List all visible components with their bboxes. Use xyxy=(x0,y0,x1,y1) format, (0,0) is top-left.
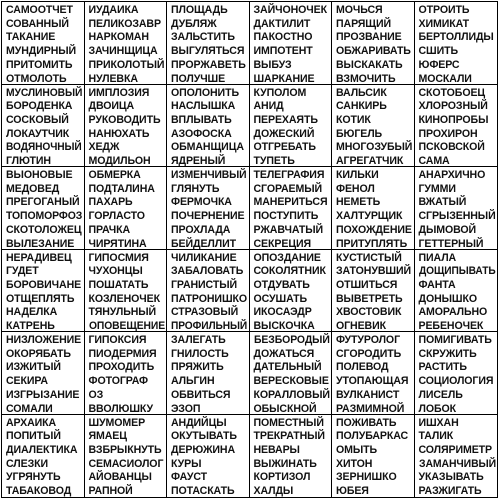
word: ИМПОТЕНТ xyxy=(253,45,313,58)
word: ВЫСКАКАТЬ xyxy=(336,58,403,71)
word: ТАЛИК xyxy=(418,430,454,443)
word: КИЛЬКИ xyxy=(336,169,379,181)
word: ПСКОВСКОЙ xyxy=(418,141,485,154)
word: СЕМАСИОЛОГ xyxy=(88,457,164,470)
word: ЮФЕРС xyxy=(418,58,460,71)
word: СЕКИРА xyxy=(6,375,48,388)
word: ШАРКАНИЕ xyxy=(253,72,315,85)
word: ГУДЕТ xyxy=(6,265,39,278)
word: ФАНТА xyxy=(418,278,456,291)
word: ПЕЛИКОЗАВР xyxy=(88,17,161,30)
word: АЛЬГИН xyxy=(171,375,215,388)
word: ТЕЛЕГРАФИЯ xyxy=(253,169,325,181)
word: ДОНЫШКО xyxy=(418,292,477,305)
word: ИЗГРЫЗАНИЕ xyxy=(6,388,80,401)
word: ПОПИТЫЙ xyxy=(6,430,61,443)
word: ВЫОНОВЫЕ xyxy=(6,169,73,181)
word: ОМЫТЬ xyxy=(336,443,378,456)
grid-cell xyxy=(2,415,85,498)
word: ВУЛКАНИСТ xyxy=(336,388,400,401)
word: ЗЕРНИШКО xyxy=(336,471,397,484)
word: АЙОВАНЦЫ xyxy=(88,471,152,484)
word: ДАТЕЛЬНЫЙ xyxy=(253,361,322,374)
word: НЕРАДИВЕЦ xyxy=(6,251,72,264)
word: ОТРОИТЬ xyxy=(418,4,470,16)
word: ОБВИТЬСЯ xyxy=(171,388,231,401)
word: СКОТОБОЕЦ xyxy=(418,86,486,99)
word: ГУММИ xyxy=(418,182,456,195)
word: МОЧЬСЯ xyxy=(336,4,383,16)
word: ПОМЕСТНЫЙ xyxy=(253,416,324,429)
word: БЕЗБОРОДЫЙ xyxy=(253,334,330,346)
word: ВЫЛЕЗАНИЕ xyxy=(6,237,75,250)
word: ШУМОМЕР xyxy=(88,416,146,429)
word: КАТРЕНЬ xyxy=(6,320,55,332)
word: ОТМОЛОТЬ xyxy=(6,72,67,85)
word: СОКОЛЯТНИК xyxy=(253,265,326,278)
word: ПРОХОДИТЬ xyxy=(88,361,155,374)
word: ОЗ xyxy=(88,388,104,401)
word: ПОТАСКАТЬ xyxy=(171,485,235,497)
grid-cell xyxy=(332,85,415,168)
word: ПРОФИЛЬНЫЙ xyxy=(171,320,248,332)
grid-cell xyxy=(85,167,168,250)
word: МНОГОЗУБЫЙ xyxy=(336,141,413,154)
grid-cell xyxy=(332,167,415,250)
grid-cell xyxy=(85,332,168,415)
word: ПОДТАЛИНА xyxy=(88,182,155,195)
word: ВЫБУЗ xyxy=(253,58,292,71)
word: ПРОХЛАДА xyxy=(171,223,231,236)
grid-cell xyxy=(167,332,250,415)
word: ЮБЕЯ xyxy=(336,485,369,497)
word: ОТГРЕБАТЬ xyxy=(253,141,316,154)
word: ОБМАНЩИЦА xyxy=(171,141,244,154)
word: ГОРЛАСТО xyxy=(88,210,145,223)
word: ФАУСТ xyxy=(171,471,207,484)
word: ТЯНУЛЬНЫЙ xyxy=(88,306,157,319)
word: ДОЖАТЬСЯ xyxy=(253,347,315,360)
word: УТОПАЮЩАЯ xyxy=(336,375,409,388)
word: ДЫМОВОЙ xyxy=(418,223,477,236)
word: ФЕНОЛ xyxy=(336,182,375,195)
word: РАСТИТЬ xyxy=(418,361,467,374)
word: ДУБЛЯЖ xyxy=(171,17,217,30)
grid-cell xyxy=(250,167,333,250)
grid-cell xyxy=(332,250,415,333)
grid-cell xyxy=(250,2,333,85)
word: ПРЕГОГАНЫЙ xyxy=(6,196,80,209)
word: МОДИЛЬОН xyxy=(88,155,151,167)
grid-cell xyxy=(167,415,250,498)
word: ПАКОСТНО xyxy=(253,31,313,44)
word: КОЗЛЕНОЧЕК xyxy=(88,292,160,305)
word: ВПЛЫВАТЬ xyxy=(171,113,232,126)
grid-cell xyxy=(250,85,333,168)
word: ИЗМЕНЧИВЫЙ xyxy=(171,169,247,181)
word: ЗАМАНЧИВЫЙ xyxy=(418,457,496,470)
grid-cell xyxy=(167,250,250,333)
word: ВОДЯНОЧНЫЙ xyxy=(6,141,82,154)
word: ВЫСКОЧКА xyxy=(253,320,315,332)
grid-cell xyxy=(332,415,415,498)
word: ОБЫСКНОЙ xyxy=(253,402,317,415)
word: АГРЕГАТЧИК xyxy=(336,155,404,167)
word: ДВОИЦА xyxy=(88,100,135,113)
grid-cell xyxy=(167,2,250,85)
word: ПРЯЖИТЬ xyxy=(171,361,224,374)
word: ЗАЛЕГАТЬ xyxy=(171,334,226,346)
word: ЧУХОНЦЫ xyxy=(88,265,143,278)
word: ОБМЕРКА xyxy=(88,169,141,181)
word: ЛОКАУТЧИК xyxy=(6,127,70,140)
grid-cell xyxy=(415,332,498,415)
word: ОПОЛОНИТЬ xyxy=(171,86,239,99)
word: СГОРАЕМЫЙ xyxy=(253,182,323,195)
word: ИШХАН xyxy=(418,416,459,429)
word: ПОСТУПИТЬ xyxy=(253,210,319,223)
word: БЮГЕЛЬ xyxy=(336,127,383,140)
word: АНИД xyxy=(253,100,284,113)
word: НИЗЛОЖЕНИЕ xyxy=(6,334,82,346)
word: ПОМИГИВАТЬ xyxy=(418,334,492,346)
word: ИКОСАЭДР xyxy=(253,306,312,319)
word: ОТШИТЬСЯ xyxy=(336,278,398,291)
word: СГРЫЗЕННЫЙ xyxy=(418,210,496,223)
grid-cell xyxy=(2,85,85,168)
word: НАРКОМАН xyxy=(88,31,149,44)
word: СОЦИОЛОГИЯ xyxy=(418,375,494,388)
word: ХЛОРОЗНЫЙ xyxy=(418,100,488,113)
word: ЗАЛЬСТИТЬ xyxy=(171,31,235,44)
word: ПАТРОНИШКО xyxy=(171,292,247,305)
word: ОПОВЕЩЕНИЕ xyxy=(88,320,165,332)
word: АНАРХИЧНО xyxy=(418,169,486,181)
word: БЕРТОЛЛИДЫ xyxy=(418,31,494,44)
word: ПРОЗВАНИЕ xyxy=(336,31,402,44)
word: НАНЮХАТЬ xyxy=(88,127,150,140)
word: САМА xyxy=(418,155,450,167)
word: ТУПЕТЬ xyxy=(253,155,295,167)
word: ВВОЛЮШКУ xyxy=(88,402,154,415)
word: БОРОВИЧАНЕ xyxy=(6,278,82,291)
word: ПРАЧКА xyxy=(88,223,131,236)
grid-cell xyxy=(415,415,498,498)
word: ПОХОЖДЕНИЕ xyxy=(336,223,412,236)
word: СЛЕЗКИ xyxy=(6,457,49,470)
word: ПОЛУБАРКАС xyxy=(336,430,409,443)
word: ВЖАТЫЙ xyxy=(418,196,467,209)
grid-cell xyxy=(85,415,168,498)
word: ХАЛТУРЩИК xyxy=(336,210,403,223)
word: ИМПЛОЗИЯ xyxy=(88,86,150,99)
word: ИУДАИКА xyxy=(88,4,139,16)
word: ВАЛЬСИК xyxy=(336,86,387,99)
word: СГОРОДИТЬ xyxy=(336,347,402,360)
grid-cell xyxy=(250,415,333,498)
word: ЭЗОП xyxy=(171,402,201,415)
word: СКОТОЛОЖЕЦ xyxy=(6,223,82,236)
grid-cell xyxy=(250,332,333,415)
word: ОГНЕВИК xyxy=(336,320,386,332)
word: РЖАВЧАТЫЙ xyxy=(253,223,324,236)
word: ГИПОСМИЯ xyxy=(88,251,149,264)
word: ТРЕКРАТНЫЙ xyxy=(253,430,325,443)
word: ХИМИКАТ xyxy=(418,17,469,30)
word: УГРЯНУТЬ xyxy=(6,471,61,484)
word: ВЫВЕТРЕТЬ xyxy=(336,292,403,305)
word: ХАЛДЫ xyxy=(253,485,294,497)
word: ОТЩЕПЛЯТЬ xyxy=(6,292,75,305)
word: ГИПОКСИЯ xyxy=(88,334,147,346)
word: НАДЕЛКА xyxy=(6,306,58,319)
word: ФУТУРОЛОГ xyxy=(336,334,400,346)
word: ГНИЛОСТЬ xyxy=(171,347,229,360)
grid-cell xyxy=(2,2,85,85)
grid-cell xyxy=(2,332,85,415)
word: ПАХАРЬ xyxy=(88,196,133,209)
word: ФЕРМОЧКА xyxy=(171,196,232,209)
word: ПРИТОМИТЬ xyxy=(6,58,73,71)
grid-cell xyxy=(250,250,333,333)
word: МУСЛИНОВЫЙ xyxy=(6,86,83,99)
word: ЛИСЕЛЬ xyxy=(418,388,463,401)
word: ЛОБОК xyxy=(418,402,456,415)
word: БЕЙДЕЛЛИТ xyxy=(171,237,236,250)
word: СШИТЬ xyxy=(418,45,458,58)
word: ТАКАНИЕ xyxy=(6,31,56,44)
word: ХЕДЖ xyxy=(88,141,120,154)
word: ЯДРЕНЫЙ xyxy=(171,155,226,167)
word: ГРАНИСТЫЙ xyxy=(171,278,237,291)
word: ПАРЯЩИЙ xyxy=(336,17,392,30)
grid-cell xyxy=(2,250,85,333)
word: КИНОПРОБЫ xyxy=(418,113,489,126)
word: ДОЩИПЫВАТЬ xyxy=(418,265,496,278)
word: ПРИКОЛОТЫЙ xyxy=(88,58,165,71)
word: СКРУЖИТЬ xyxy=(418,347,477,360)
grid-cell xyxy=(2,167,85,250)
word: НЕМЕТЬ xyxy=(336,196,381,209)
word-grid xyxy=(1,1,498,498)
word: ТАБАКОВОД xyxy=(6,485,72,497)
word: ГЛЯНУТЬ xyxy=(171,182,220,195)
word: ВЫЖИНАТЬ xyxy=(253,457,317,470)
word: ОСУШАТЬ xyxy=(253,292,307,305)
word: ОТДУВАТЬ xyxy=(253,278,310,291)
word: РУКОВОДИТЬ xyxy=(88,113,161,126)
word: САМООТЧЕТ xyxy=(6,4,73,16)
word: ЗАЙЧОНОЧЕК xyxy=(253,4,327,16)
word: ГЛЮТИН xyxy=(6,155,51,167)
word: ПРОРЖАВЕТЬ xyxy=(171,58,246,71)
word: ГЕТТЕРНЫЙ xyxy=(418,237,484,250)
word: АЗОФОСКА xyxy=(171,127,232,140)
word: САНКИРЬ xyxy=(336,100,387,113)
word: РЕБЕНОЧЕК xyxy=(418,320,484,332)
word: ВЫГУЛЯТЬСЯ xyxy=(171,45,245,58)
word: ПРИТУПЛЯТЬ xyxy=(336,237,408,250)
word: ДЕРЮЖИНА xyxy=(171,443,236,456)
word: КОТИК xyxy=(336,113,371,126)
word: МОСКАЛИ xyxy=(418,72,472,85)
word: ДОЖЕСКИЙ xyxy=(253,127,315,140)
word: ИЗЖИТЫЙ xyxy=(6,361,61,374)
word: СОСКОВЫЙ xyxy=(6,113,69,126)
word: МУНДИРНЫЙ xyxy=(6,45,77,58)
word: ПЕРЕХАЯТЬ xyxy=(253,113,318,126)
grid-cell xyxy=(85,250,168,333)
word: ПОШАТАТЬ xyxy=(88,278,149,291)
grid-cell xyxy=(415,250,498,333)
word: МАНЕРИТЬСЯ xyxy=(253,196,328,209)
word: СОМАЛИ xyxy=(6,402,53,415)
word: КОРТИЗОЛ xyxy=(253,471,311,484)
word: РАПНОЙ xyxy=(88,485,133,497)
word: КУПОЛОМ xyxy=(253,86,307,99)
word: АНДИЙЦЫ xyxy=(171,416,227,429)
word: НЕВАРЫ xyxy=(253,443,300,456)
word: МЕДОВЕД xyxy=(6,182,60,195)
word: ЗАТОНУВШИЙ xyxy=(336,265,411,278)
word: ВЗБРЫКНУТЬ xyxy=(88,443,162,456)
grid-cell xyxy=(415,167,498,250)
word: ЗАЧИНЩИЦА xyxy=(88,45,158,58)
grid-cell xyxy=(167,167,250,250)
grid-cell xyxy=(167,85,250,168)
word: ТОПОМОРФОЗ xyxy=(6,210,83,223)
word: УКАЗЫВАТЬ xyxy=(418,471,484,484)
word: ОПОЗДАНИЕ xyxy=(253,251,321,264)
word: БОРОДЕНКА xyxy=(6,100,73,113)
grid-cell xyxy=(415,85,498,168)
word: НАСЛЫШКА xyxy=(171,100,236,113)
word: КУРЫ xyxy=(171,457,202,470)
word: ПОЛУЧШЕ xyxy=(171,72,226,85)
word: КОРАЛЛОВЫЙ xyxy=(253,388,330,401)
grid-cell xyxy=(85,85,168,168)
word: РАЗМИМНОЙ xyxy=(336,402,405,415)
word: ПИОДЕРМИЯ xyxy=(88,347,157,360)
word: ОКУТЫВАТЬ xyxy=(171,430,237,443)
grid-cell xyxy=(332,332,415,415)
word: РАЗЖИГАТЬ xyxy=(418,485,482,497)
word: ХИТОН xyxy=(336,457,373,470)
word: ПОЛЕВОД xyxy=(336,361,389,374)
grid-cell xyxy=(85,2,168,85)
word: ДИАЛЕКТИКА xyxy=(6,443,78,456)
word: ЧИЛИКАНИЕ xyxy=(171,251,237,264)
word: ПИАЛА xyxy=(418,251,457,264)
grid-cell xyxy=(415,2,498,85)
word: ПОЧЕРНЕНИЕ xyxy=(171,210,245,223)
word: СОВАННЫЙ xyxy=(6,17,69,30)
grid-cell xyxy=(332,2,415,85)
word: АМОРАЛЬНО xyxy=(418,306,488,319)
word: ПРОХИРОН xyxy=(418,127,478,140)
word: ЗАБАЛОВАТЬ xyxy=(171,265,244,278)
word: ВЕРЕСКОВЫЕ xyxy=(253,375,329,388)
word: СОЛЯРИМЕТР xyxy=(418,443,493,456)
word: ФОТОГРАФ xyxy=(88,375,148,388)
word: ВЗМОЧИТЬ xyxy=(336,72,396,85)
word: ОКОРЯБАТЬ xyxy=(6,347,71,360)
word: ЯМАЕЦ xyxy=(88,430,127,443)
word: КУСТИСТЫЙ xyxy=(336,251,402,264)
word: ПЛОЩАДЬ xyxy=(171,4,228,16)
word: СТРАЗОВЫЙ xyxy=(171,306,239,319)
word: СЕКРЕЦИЯ xyxy=(253,237,311,250)
word: ДАКТИЛИТ xyxy=(253,17,311,30)
word: ОБЖАРИВАТЬ xyxy=(336,45,411,58)
word: НУЛЕВКА xyxy=(88,72,138,85)
word: ЧИРЯТИНА xyxy=(88,237,147,250)
word: ПОЖИВАТЬ xyxy=(336,416,397,429)
word: ХВОСТОВИК xyxy=(336,306,402,319)
word: АРХАИКА xyxy=(6,416,57,429)
